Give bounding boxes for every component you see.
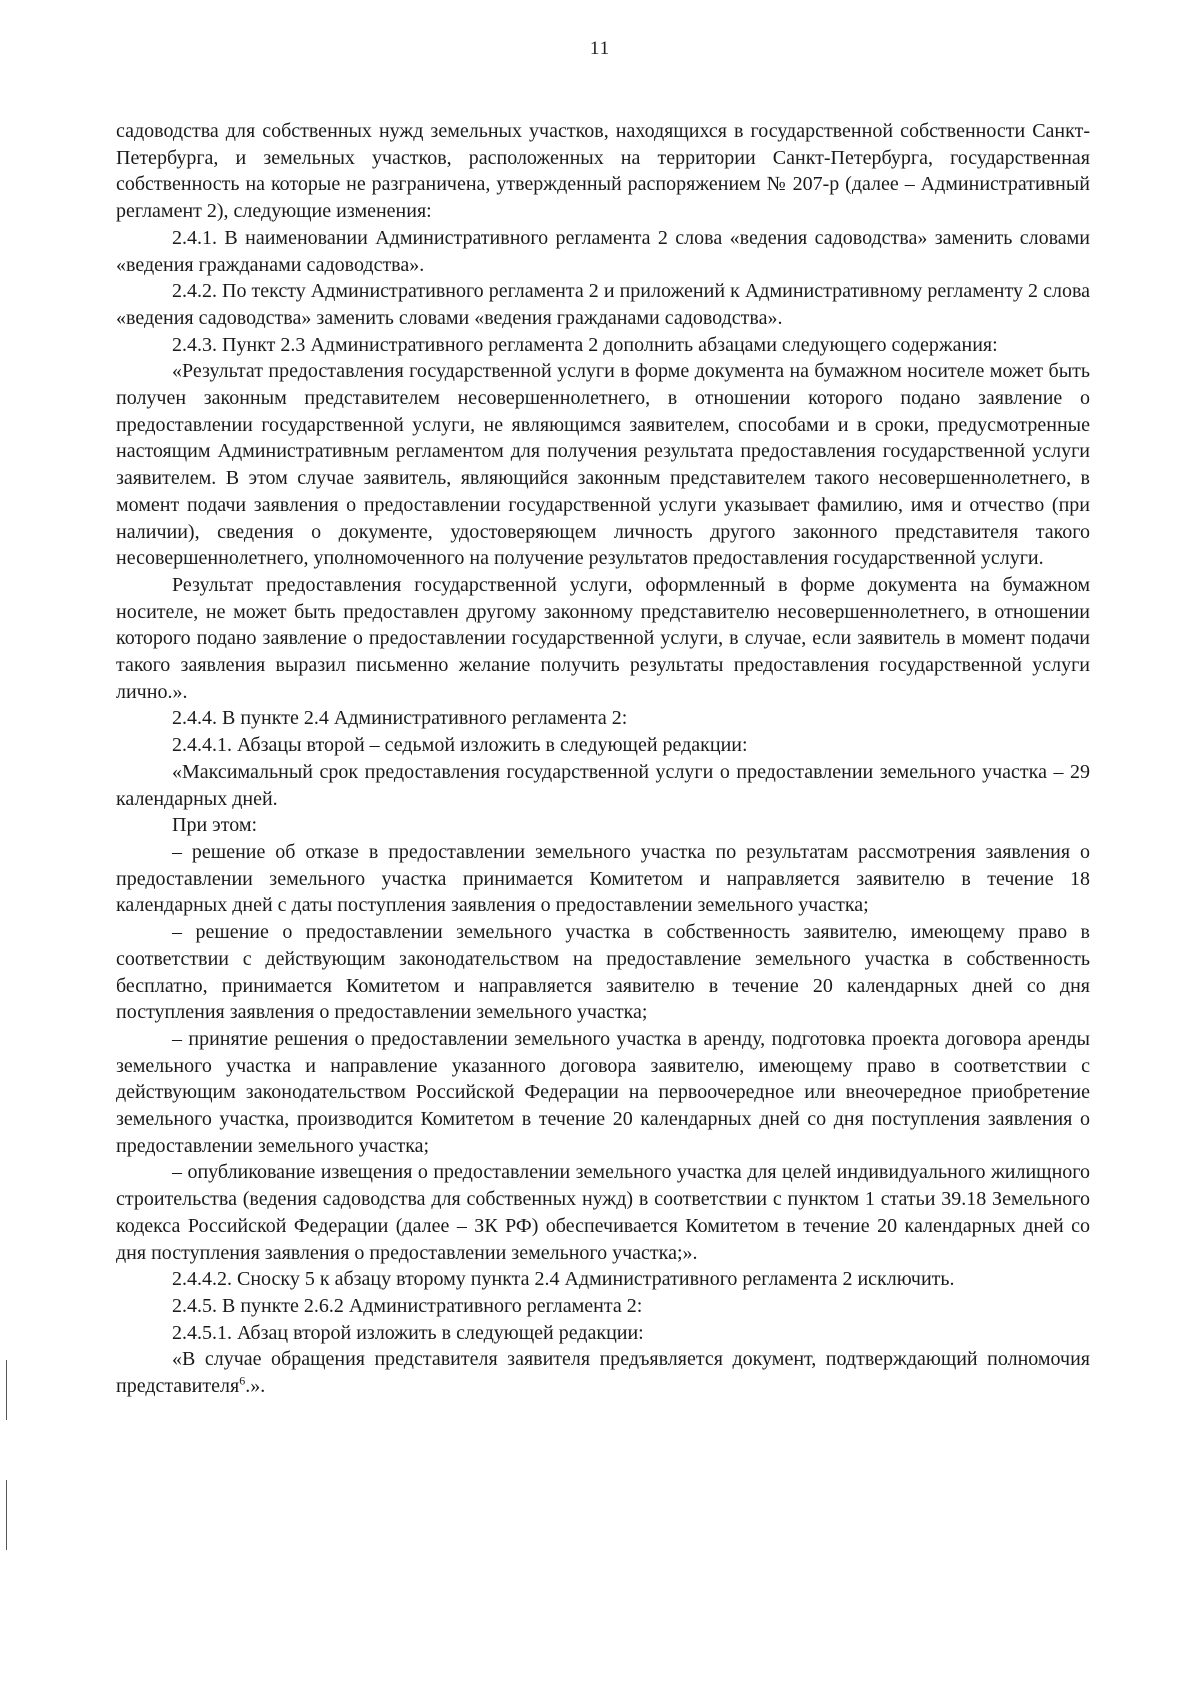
paragraph: 2.4.4. В пункте 2.4 Административного регламента 2: (172, 707, 628, 730)
paragraph: 2.4.3. Пункт 2.3 Административного регламента 2 дополнить абзацами следующего содержания: (172, 333, 998, 356)
paragraph: – принятие решения о предоставлении земельного участка в аренду, подготовка проекта договора аренды земельного участка и направление указанного договора заявителю, имеющему право в соответствии с действующим законодательством Российской Федерации на первоочередное или внеочередное приобретение земельного участка, производится Комитетом в течение 20 календарных дней со дня поступления заявления о предоставлении земельного участка; (116, 1027, 1090, 1157)
paragraph-tail: .». (245, 1375, 266, 1398)
page-number: 11 (589, 38, 611, 59)
paragraph: «Результат предоставления государственной услуги в форме документа на бумажном носителе может быть получен законным представителем несовершеннолетнего, в отношении которого подано заявление о предоставлении государственной услуги, не являющимся заявителем, способами и в сроки, предусмотренные настоящим Административным регламентом для получения результата предоставления государственной услуги заявителем. В этом случае заявитель, являющийся законным представителем такого несовершеннолетнего, в момент подачи заявления о предоставлении государственной услуги указывает фамилию, имя и отчество (при наличии), сведения о документе, удостоверяющем личность другого законного представителя такого несовершеннолетнего, уполномоченного на получение результатов предоставления государственной услуги. (116, 360, 1090, 570)
paragraph: Результат предоставления государственной услуги, оформленный в форме документа на бумажном носителе, не может быть предоставлен другому законному представителю несовершеннолетнего, в отношении которого подано заявление о предоставлении государственной услуги, в случае, если заявитель в момент подачи такого заявления выразил письменно желание получить результаты предоставления государственной услуги лично.». (116, 573, 1090, 703)
document-body (116, 118, 1090, 1400)
paragraph: 2.4.4.1. Абзацы второй – седьмой изложить в следующей редакции: (172, 734, 748, 757)
scan-margin-mark (6, 1480, 7, 1550)
paragraph: 2.4.2. По тексту Административного регламента 2 и приложений к Административному регламенту 2 слова «ведения садоводства» заменить словами «ведения гражданами садоводства». (116, 280, 1090, 329)
paragraph: садоводства для собственных нужд земельных участков, находящихся в государственной собственности Санкт-Петербурга, и земельных участков, расположенных на территории Санкт-Петербурга, государственная собственность на которые не разграничена, утвержденный распоряжением № 207-р (далее – Административный регламент 2), следующие изменения: (116, 120, 1090, 223)
scan-margin-mark (6, 1360, 7, 1420)
paragraph (116, 1346, 1090, 1399)
paragraph-text: «В случае обращения представителя заявителя предъявляется документ, подтверждающий полномочия представителя (116, 1348, 1090, 1398)
paragraph: – опубликование извещения о предоставлении земельного участка для целей индивидуального жилищного строительства (ведения садоводства для собственных нужд) в соответствии с пунктом 1 статьи 39.18 Земельного кодекса Российской Федерации (далее – ЗК РФ) обеспечивается Комитетом в течение 20 календарных дней со дня поступления заявления о предоставлении земельного участка;». (116, 1161, 1090, 1264)
paragraph: При этом: (172, 814, 258, 837)
paragraph: «Максимальный срок предоставления государственной услуги о предоставлении земельного участка – 29 календарных дней. (116, 760, 1090, 810)
paragraph: 2.4.5. В пункте 2.6.2 Административного регламента 2: (172, 1294, 643, 1317)
footnote-reference: 6 (239, 1373, 246, 1388)
paragraph: – решение об отказе в предоставлении земельного участка по результатам рассмотрения заявления о предоставлении земельного участка принимается Комитетом и направляется заявителю в течение 18 календарных дней с даты поступления заявления о предоставлении земельного участка; (116, 840, 1090, 917)
paragraph: 2.4.1. В наименовании Административного регламента 2 слова «ведения садоводства» заменить словами «ведения гражданами садоводства». (116, 226, 1090, 276)
paragraph: 2.4.5.1. Абзац второй изложить в следующей редакции: (172, 1321, 644, 1344)
paragraph: 2.4.4.2. Сноску 5 к абзацу второму пункта 2.4 Административного регламента 2 исключить. (172, 1268, 955, 1291)
paragraph: – решение о предоставлении земельного участка в собственность заявителю, имеющему право в соответствии с действующим законодательством на предоставление земельного участка в собственность бесплатно, принимается Комитетом и направляется заявителю в течение 20 календарных дней со дня поступления заявления о предоставлении земельного участка; (116, 921, 1090, 1024)
